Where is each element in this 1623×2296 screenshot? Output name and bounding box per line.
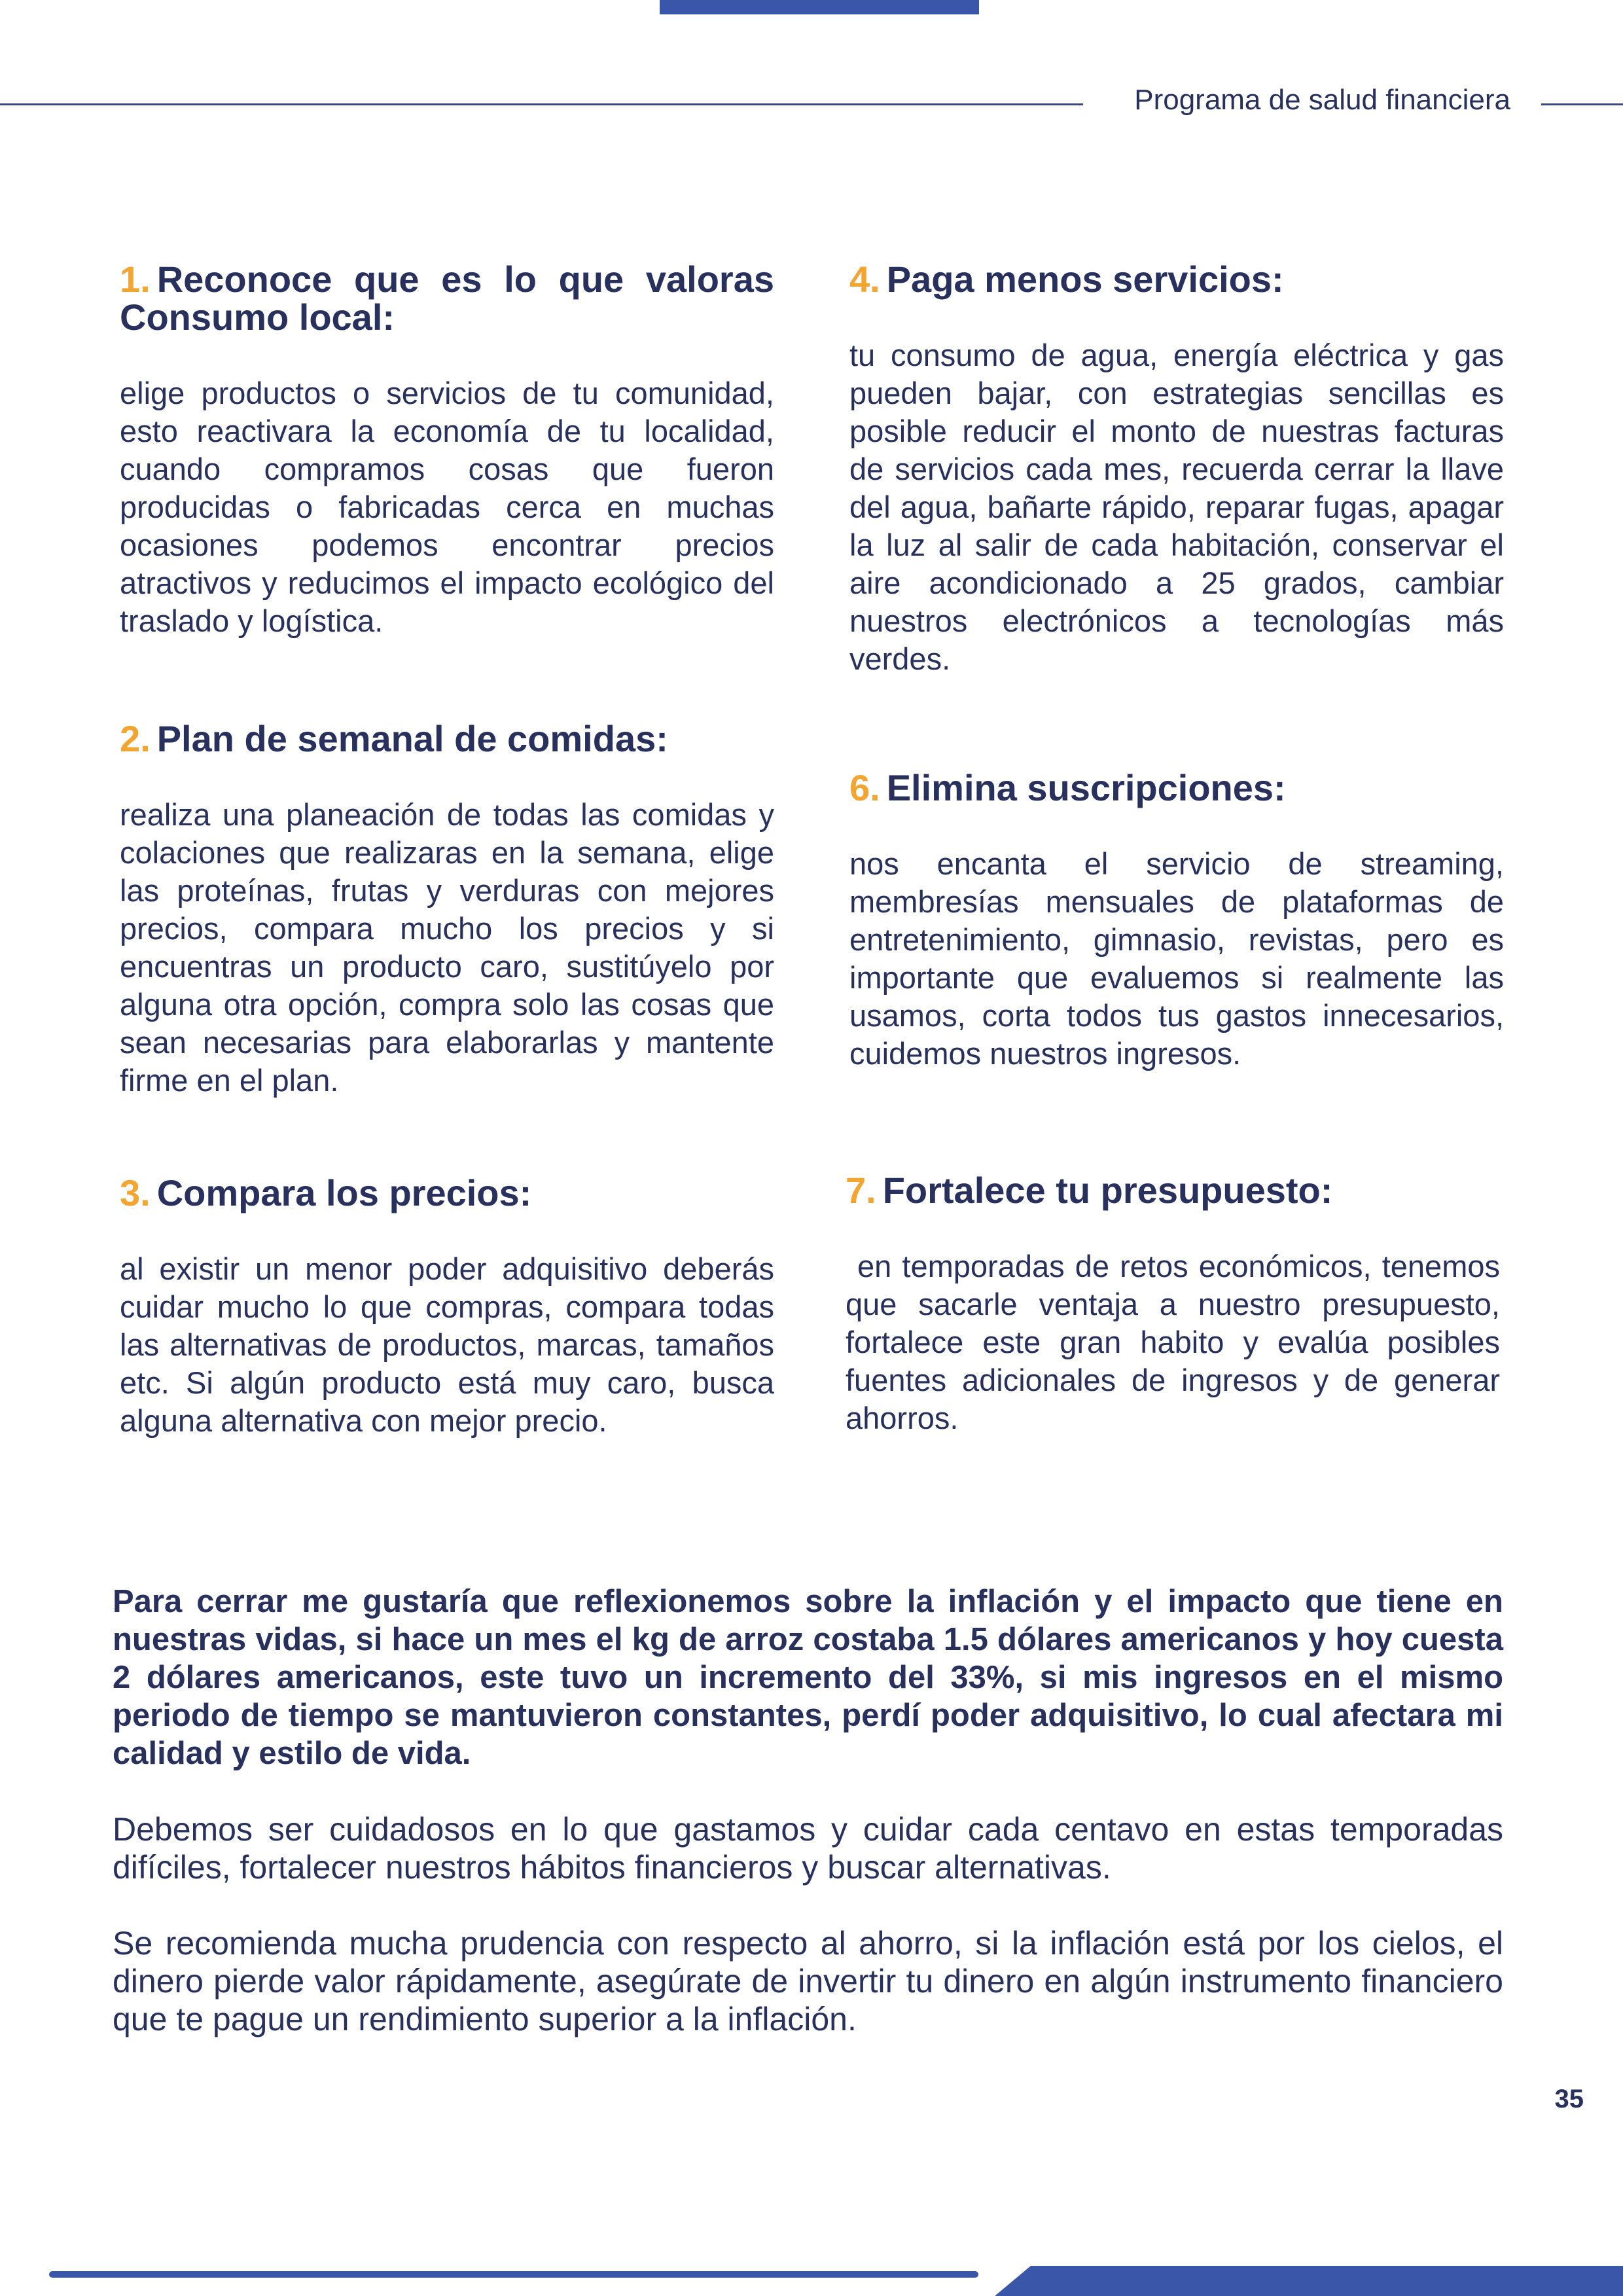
section-consumo-local (120, 260, 774, 640)
section-number: 3. (120, 1172, 151, 1213)
section-body: nos encanta el servicio de streaming, membresías mensuales de plataformas de entretenimiento, gimnasio, revistas, pero es importante que evaluemos si realmente las usamos, corta todos tus gastos innecesarios, cuidemos nuestros ingresos. (849, 846, 1504, 1071)
section-title: Reconoce que es lo que valoras Consumo local: (120, 259, 774, 338)
section-body: al existir un menor poder adquisitivo deberás cuidar mucho lo que compras, compara todas las alternativas de productos, marcas, tamaños etc. Si algún producto está muy caro, busca alguna alternativa con mejor precio. (120, 1251, 774, 1438)
section-title: Elimina suscripciones: (886, 767, 1286, 808)
section-heading (120, 260, 774, 336)
section-heading (120, 1174, 774, 1212)
closing-bold-paragraph: Para cerrar me gustaría que reflexionemos sobre la inflación y el impacto que tiene en nuestras vidas, si hace un mes el kg de arroz costaba 1.5 dólares americanos y hoy cuesta 2 dólares americanos, este tuvo un incremento del 33%, si mis ingresos en el mismo periodo de tiempo se mantuvieron constantes, perdí poder adquisitivo, lo cual afectara mi calidad y estilo de vida. (113, 1584, 1503, 1771)
section-number: 4. (849, 259, 880, 300)
section-title: Paga menos servicios: (886, 259, 1284, 300)
header-title: Programa de salud financiera (1134, 84, 1510, 116)
section-body: en temporadas de retos económicos, tenemos que sacarle ventaja a nuestro presupuesto, fortalece este gran habito y evalúa posibles fuentes adicionales de ingresos y de generar ahorros. (846, 1249, 1500, 1435)
section-number: 6. (849, 767, 880, 808)
section-paga-menos-servicios (849, 260, 1504, 678)
section-heading (120, 720, 774, 758)
page-number: 35 (1554, 2085, 1584, 2113)
section-body: elige productos o servicios de tu comunidad, esto reactivara la economía de tu localidad, cuando compramos cosas que fueron producidas o fabricadas cerca en muchas ocasiones podemos encontrar precios atractivos y reducimos el impacto ecológico del traslado y logística. (120, 376, 774, 638)
section-number: 1. (120, 259, 151, 300)
section-body: tu consumo de agua, energía eléctrica y gas pueden bajar, con estrategias sencillas es posible reducir el monto de nuestras facturas de servicios cada mes, recuerda cerrar la llave del agua, bañarte rápido, reparar fugas, apagar la luz al salir de cada habitación, conservar el aire acondicionado a 25 grados, cambiar nuestros electrónicos a tecnologías más verdes. (849, 338, 1504, 676)
section-number: 2. (120, 718, 151, 759)
section-title: Fortalece tu presupuesto: (882, 1170, 1333, 1211)
section-plan-comidas (120, 720, 774, 1100)
section-heading (846, 1172, 1500, 1210)
section-title: Compara los precios: (156, 1172, 532, 1213)
header-rule-right (1541, 103, 1623, 105)
footer-corner-decor (995, 2266, 1623, 2296)
section-fortalece-presupuesto (846, 1172, 1500, 1437)
section-title: Plan de semanal de comidas: (156, 718, 668, 759)
closing-block (113, 1583, 1503, 2038)
section-heading (849, 769, 1504, 807)
closing-paragraph: Debemos ser cuidadosos en lo que gastamos y cuidar cada centavo en estas temporadas difíciles, fortalecer nuestros hábitos financieros y buscar alternativas. (113, 1811, 1503, 1886)
section-elimina-suscripciones (849, 769, 1504, 1073)
section-number: 7. (846, 1170, 876, 1211)
section-heading (849, 260, 1504, 298)
footer-rule (49, 2271, 978, 2278)
section-body: realiza una planeación de todas las comidas y colaciones que realizaras en la semana, elige las proteínas, frutas y verduras con mejores precios, compara mucho los precios y si encuentras un producto caro, sustitúyelo por alguna otra opción, compra solo las cosas que sean necesarias para elaborarlas y mantente firme en el plan. (120, 797, 774, 1098)
closing-paragraph: Se recomienda mucha prudencia con respecto al ahorro, si la inflación está por los cielos, el dinero pierde valor rápidamente, asegúrate de invertir tu dinero en algún instrumento financiero que te pague un rendimiento superior a la inflación. (113, 1925, 1503, 2037)
top-decor-tab (660, 0, 979, 14)
section-compara-precios (120, 1174, 774, 1440)
header-rule-left (0, 103, 1083, 105)
